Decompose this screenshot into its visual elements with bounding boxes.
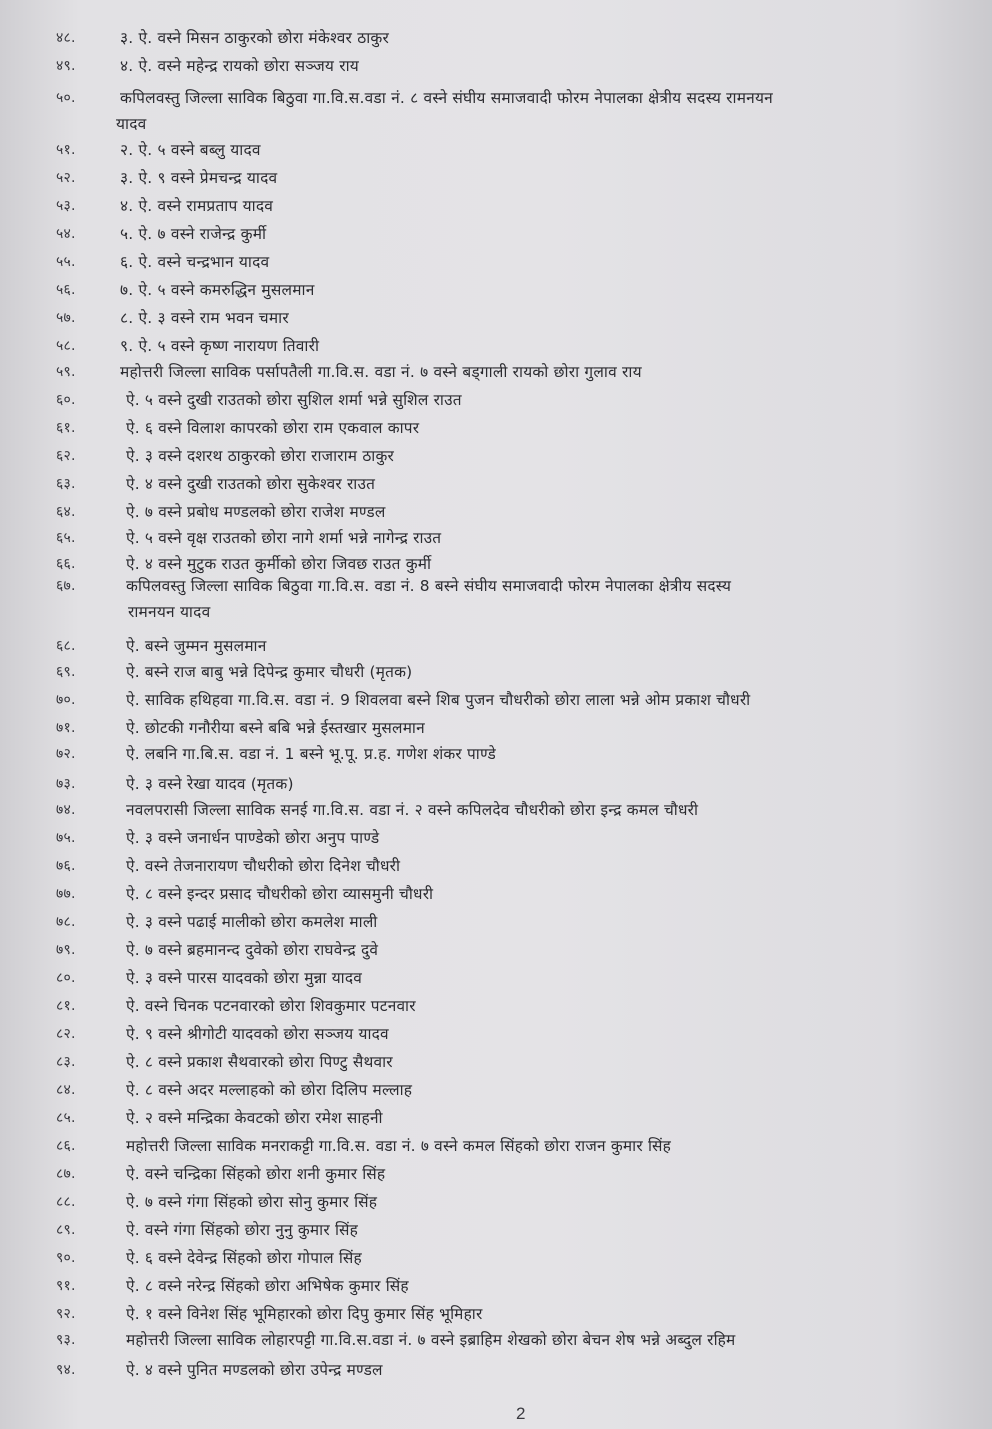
entry-text: ऐ. ३ वस्ने पारस यादवको छोरा मुन्ना यादव xyxy=(126,969,363,987)
entry-number: ५८. xyxy=(56,338,76,354)
entry-text: ऐ. ५ वस्ने दुखी राउतको छोरा सुशिल शर्मा भन्ने सुशिल राउत xyxy=(126,391,462,409)
entry-text: ऐ. ३ वस्ने पढाई मालीको छोरा कमलेश माली xyxy=(126,913,378,931)
entry-text: ५. ऐ. ७ वस्ने राजेन्द्र कुर्मी xyxy=(120,225,267,243)
entry-text: ऐ. ६ वस्ने देवेन्द्र सिंहको छोरा गोपाल सिंह xyxy=(126,1249,362,1267)
entry-text: ऐ. ७ वस्ने ब्रहमानन्द दुवेको छोरा राघवेन्द्र दुवे xyxy=(126,941,379,959)
entry-number: ५९. xyxy=(56,364,76,380)
entry-number: ५१. xyxy=(56,142,76,158)
entry-text: कपिलवस्तु जिल्ला साविक बिठुवा गा.वि.स. वडा नं. 8 बस्ने संघीय समाजवादी फोरम नेपालका क्षेत्रीय सदस्य xyxy=(126,577,732,595)
entry-number: ५६. xyxy=(56,282,76,298)
entry-number: ८९. xyxy=(56,1222,76,1238)
entry-number: ७७. xyxy=(56,886,76,902)
entry-text: ऐ. ९ वस्ने श्रीगोटी यादवको छोरा सञ्जय यादव xyxy=(126,1025,389,1043)
entry-number: ६१. xyxy=(56,420,76,436)
entry-text: ८. ऐ. ३ वस्ने राम भवन चमार xyxy=(120,309,289,327)
entry-number: ७२. xyxy=(56,746,76,762)
entry-text: ऐ. लबनि गा.बि.स. वडा नं. 1 बस्ने भू.पू. प्र.ह. गणेश शंकर पाण्डे xyxy=(126,745,496,763)
entry-text-continuation: रामनयन यादव xyxy=(128,603,211,621)
entry-number: ८८. xyxy=(56,1194,76,1210)
entry-number: ९०. xyxy=(56,1250,76,1266)
entry-text: ७. ऐ. ५ वस्ने कमरुद्धिन मुसलमान xyxy=(120,281,315,299)
entry-number: ४८. xyxy=(56,30,76,46)
entry-number: ९४. xyxy=(56,1362,76,1378)
entry-number: ८०. xyxy=(56,970,76,986)
entry-number: ६९. xyxy=(56,664,76,680)
entry-text: ३. ऐ. वस्ने मिसन ठाकुरको छोरा मंकेश्वर ठाकुर xyxy=(120,29,390,47)
entry-text: ४. ऐ. वस्ने महेन्द्र रायको छोरा सञ्जय राय xyxy=(120,57,359,75)
entry-text: ९. ऐ. ५ वस्ने कृष्ण नारायण तिवारी xyxy=(120,337,320,355)
entry-text: ऐ. वस्ने तेजनारायण चौधरीको छोरा दिनेश चौधरी xyxy=(126,857,401,875)
entry-number: ९३. xyxy=(56,1332,76,1348)
entry-text: ऐ. वस्ने गंगा सिंहको छोरा नुनु कुमार सिंह xyxy=(126,1221,358,1239)
entry-number: ५३. xyxy=(56,198,76,214)
entry-number: ७१. xyxy=(56,720,76,736)
entry-number: ७०. xyxy=(56,692,76,708)
entry-number: ५५. xyxy=(56,254,76,270)
entry-text: ऐ. वस्ने चन्द्रिका सिंहको छोरा शनी कुमार सिंह xyxy=(126,1165,386,1183)
entry-number: ५२. xyxy=(56,170,76,186)
entry-number: ८१. xyxy=(56,998,76,1014)
entry-number: ७४. xyxy=(56,802,76,818)
entry-number: ८७. xyxy=(56,1166,76,1182)
entry-number: ६३. xyxy=(56,476,76,492)
entry-text: ऐ. वस्ने चिनक पटनवारको छोरा शिवकुमार पटनवार xyxy=(126,997,416,1015)
entry-text: ऐ. ५ वस्ने वृक्ष राउतको छोरा नागे शर्मा भन्ने नागेन्द्र राउत xyxy=(126,529,442,547)
entry-text: ऐ. ४ वस्ने दुखी राउतको छोरा सुकेश्वर राउत xyxy=(126,475,376,493)
entry-number: ६४. xyxy=(56,504,76,520)
entry-number: ५४. xyxy=(56,226,76,242)
entry-number: ६२. xyxy=(56,448,76,464)
entry-text: ऐ. ३ वस्ने रेखा यादव (मृतक) xyxy=(126,775,294,793)
entry-number: ६७. xyxy=(56,578,76,594)
entry-number: ५०. xyxy=(56,90,76,106)
entry-text: ऐ. ४ वस्ने मुटुक राउत कुर्मीको छोरा जिवछ राउत कुर्मी xyxy=(126,555,432,573)
entry-text: ऐ. छोटकी गनौरीया बस्ने बबि भन्ने ईस्तखार मुसलमान xyxy=(126,719,425,737)
page-number: 2 xyxy=(516,1404,526,1423)
entry-text: ६. ऐ. वस्ने चन्द्रभान यादव xyxy=(120,253,270,271)
entry-number: ७५. xyxy=(56,830,76,846)
entry-text: महोत्तरी जिल्ला साविक पर्सापतैली गा.वि.स. वडा नं. ७ वस्ने बड्गाली रायको छोरा गुलाव राय xyxy=(120,363,642,381)
entry-number: ८३. xyxy=(56,1054,76,1070)
entry-text: ऐ. ४ वस्ने पुनित मण्डलको छोरा उपेन्द्र मण्डल xyxy=(126,1361,383,1379)
entry-text: ऐ. ३ वस्ने दशरथ ठाकुरको छोरा राजाराम ठाकुर xyxy=(126,447,395,465)
entry-text: नवलपरासी जिल्ला साविक सनई गा.वि.स. वडा नं. २ वस्ने कपिलदेव चौधरीको छोरा इन्द्र कमल चौधरी xyxy=(126,801,699,819)
entry-text-continuation: यादव xyxy=(116,115,147,133)
entry-text: ऐ. ८ वस्ने नरेन्द्र सिंहको छोरा अभिषेक कुमार सिंह xyxy=(126,1277,409,1295)
entry-text: ऐ. १ वस्ने विनेश सिंह भूमिहारको छोरा दिपु कुमार सिंह भूमिहार xyxy=(126,1305,483,1323)
entry-text: ३. ऐ. ९ वस्ने प्रेमचन्द्र यादव xyxy=(120,169,278,187)
entry-number: ६६. xyxy=(56,556,76,572)
entry-text: ऐ. ३ वस्ने जनार्धन पाण्डेको छोरा अनुप पाण्डे xyxy=(126,829,380,847)
entry-text: महोत्तरी जिल्ला साविक लोहारपट्टी गा.वि.स.वडा नं. ७ वस्ने इब्राहिम शेखको छोरा बेचन शेष भन्ने अब्दुल रहिम xyxy=(126,1331,736,1349)
entry-text: कपिलवस्तु जिल्ला साविक बिठुवा गा.वि.स.वडा नं. ८ वस्ने संघीय समाजवादी फोरम नेपालका क्षेत्रीय सदस्य रामनयन xyxy=(120,89,773,107)
entry-text: ऐ. ८ वस्ने इन्दर प्रसाद चौधरीको छोरा व्यासमुनी चौधरी xyxy=(126,885,434,903)
entry-number: ८५. xyxy=(56,1110,76,1126)
entry-text: ऐ. ६ वस्ने विलाश कापरको छोरा राम एकवाल कापर xyxy=(126,419,420,437)
entry-text: ऐ. बस्ने राज बाबु भन्ने दिपेन्द्र कुमार चौधरी (मृतक) xyxy=(126,663,413,681)
entry-number: ४९. xyxy=(56,58,76,74)
entry-text: ऐ. ७ वस्ने प्रबोध मण्डलको छोरा राजेश मण्डल xyxy=(126,503,386,521)
entry-text: ४. ऐ. वस्ने रामप्रताप यादव xyxy=(120,197,274,215)
entry-text: ऐ. बस्ने जुम्मन मुसलमान xyxy=(126,637,267,655)
entry-number: ९२. xyxy=(56,1306,76,1322)
entry-text: ऐ. साविक हथिहवा गा.वि.स. वडा नं. 9 शिवलवा बस्ने शिब पुजन चौधरीको छोरा लाला भन्ने ओम प्रकाश चौधरी xyxy=(126,691,751,709)
entry-number: ६८. xyxy=(56,638,76,654)
entry-number: ७६. xyxy=(56,858,76,874)
entry-text: ऐ. ८ वस्ने अदर मल्लाहको को छोरा दिलिप मल्लाह xyxy=(126,1081,413,1099)
entry-number: ६५. xyxy=(56,530,76,546)
entry-number: ५७. xyxy=(56,310,76,326)
entry-text: २. ऐ. ५ वस्ने बब्लु यादव xyxy=(120,141,261,159)
entry-number: ८६. xyxy=(56,1138,76,1154)
entry-text: ऐ. ७ वस्ने गंगा सिंहको छोरा सोनु कुमार सिंह xyxy=(126,1193,378,1211)
entry-number: ७९. xyxy=(56,942,76,958)
entry-number: ७३. xyxy=(56,776,76,792)
entry-number: ८४. xyxy=(56,1082,76,1098)
entry-text: ऐ. २ वस्ने मन्द्रिका केवटको छोरा रमेश साहनी xyxy=(126,1109,383,1127)
entry-number: ६०. xyxy=(56,392,76,408)
entry-text: ऐ. ८ वस्ने प्रकाश सैथवारको छोरा पिण्टु सैथवार xyxy=(126,1053,393,1071)
entry-number: ८२. xyxy=(56,1026,76,1042)
entry-number: ९१. xyxy=(56,1278,76,1294)
entry-text: महोत्तरी जिल्ला साविक मनराकट्टी गा.वि.स. वडा नं. ७ वस्ने कमल सिंहको छोरा राजन कुमार सिंह xyxy=(126,1137,671,1155)
entry-number: ७८. xyxy=(56,914,76,930)
